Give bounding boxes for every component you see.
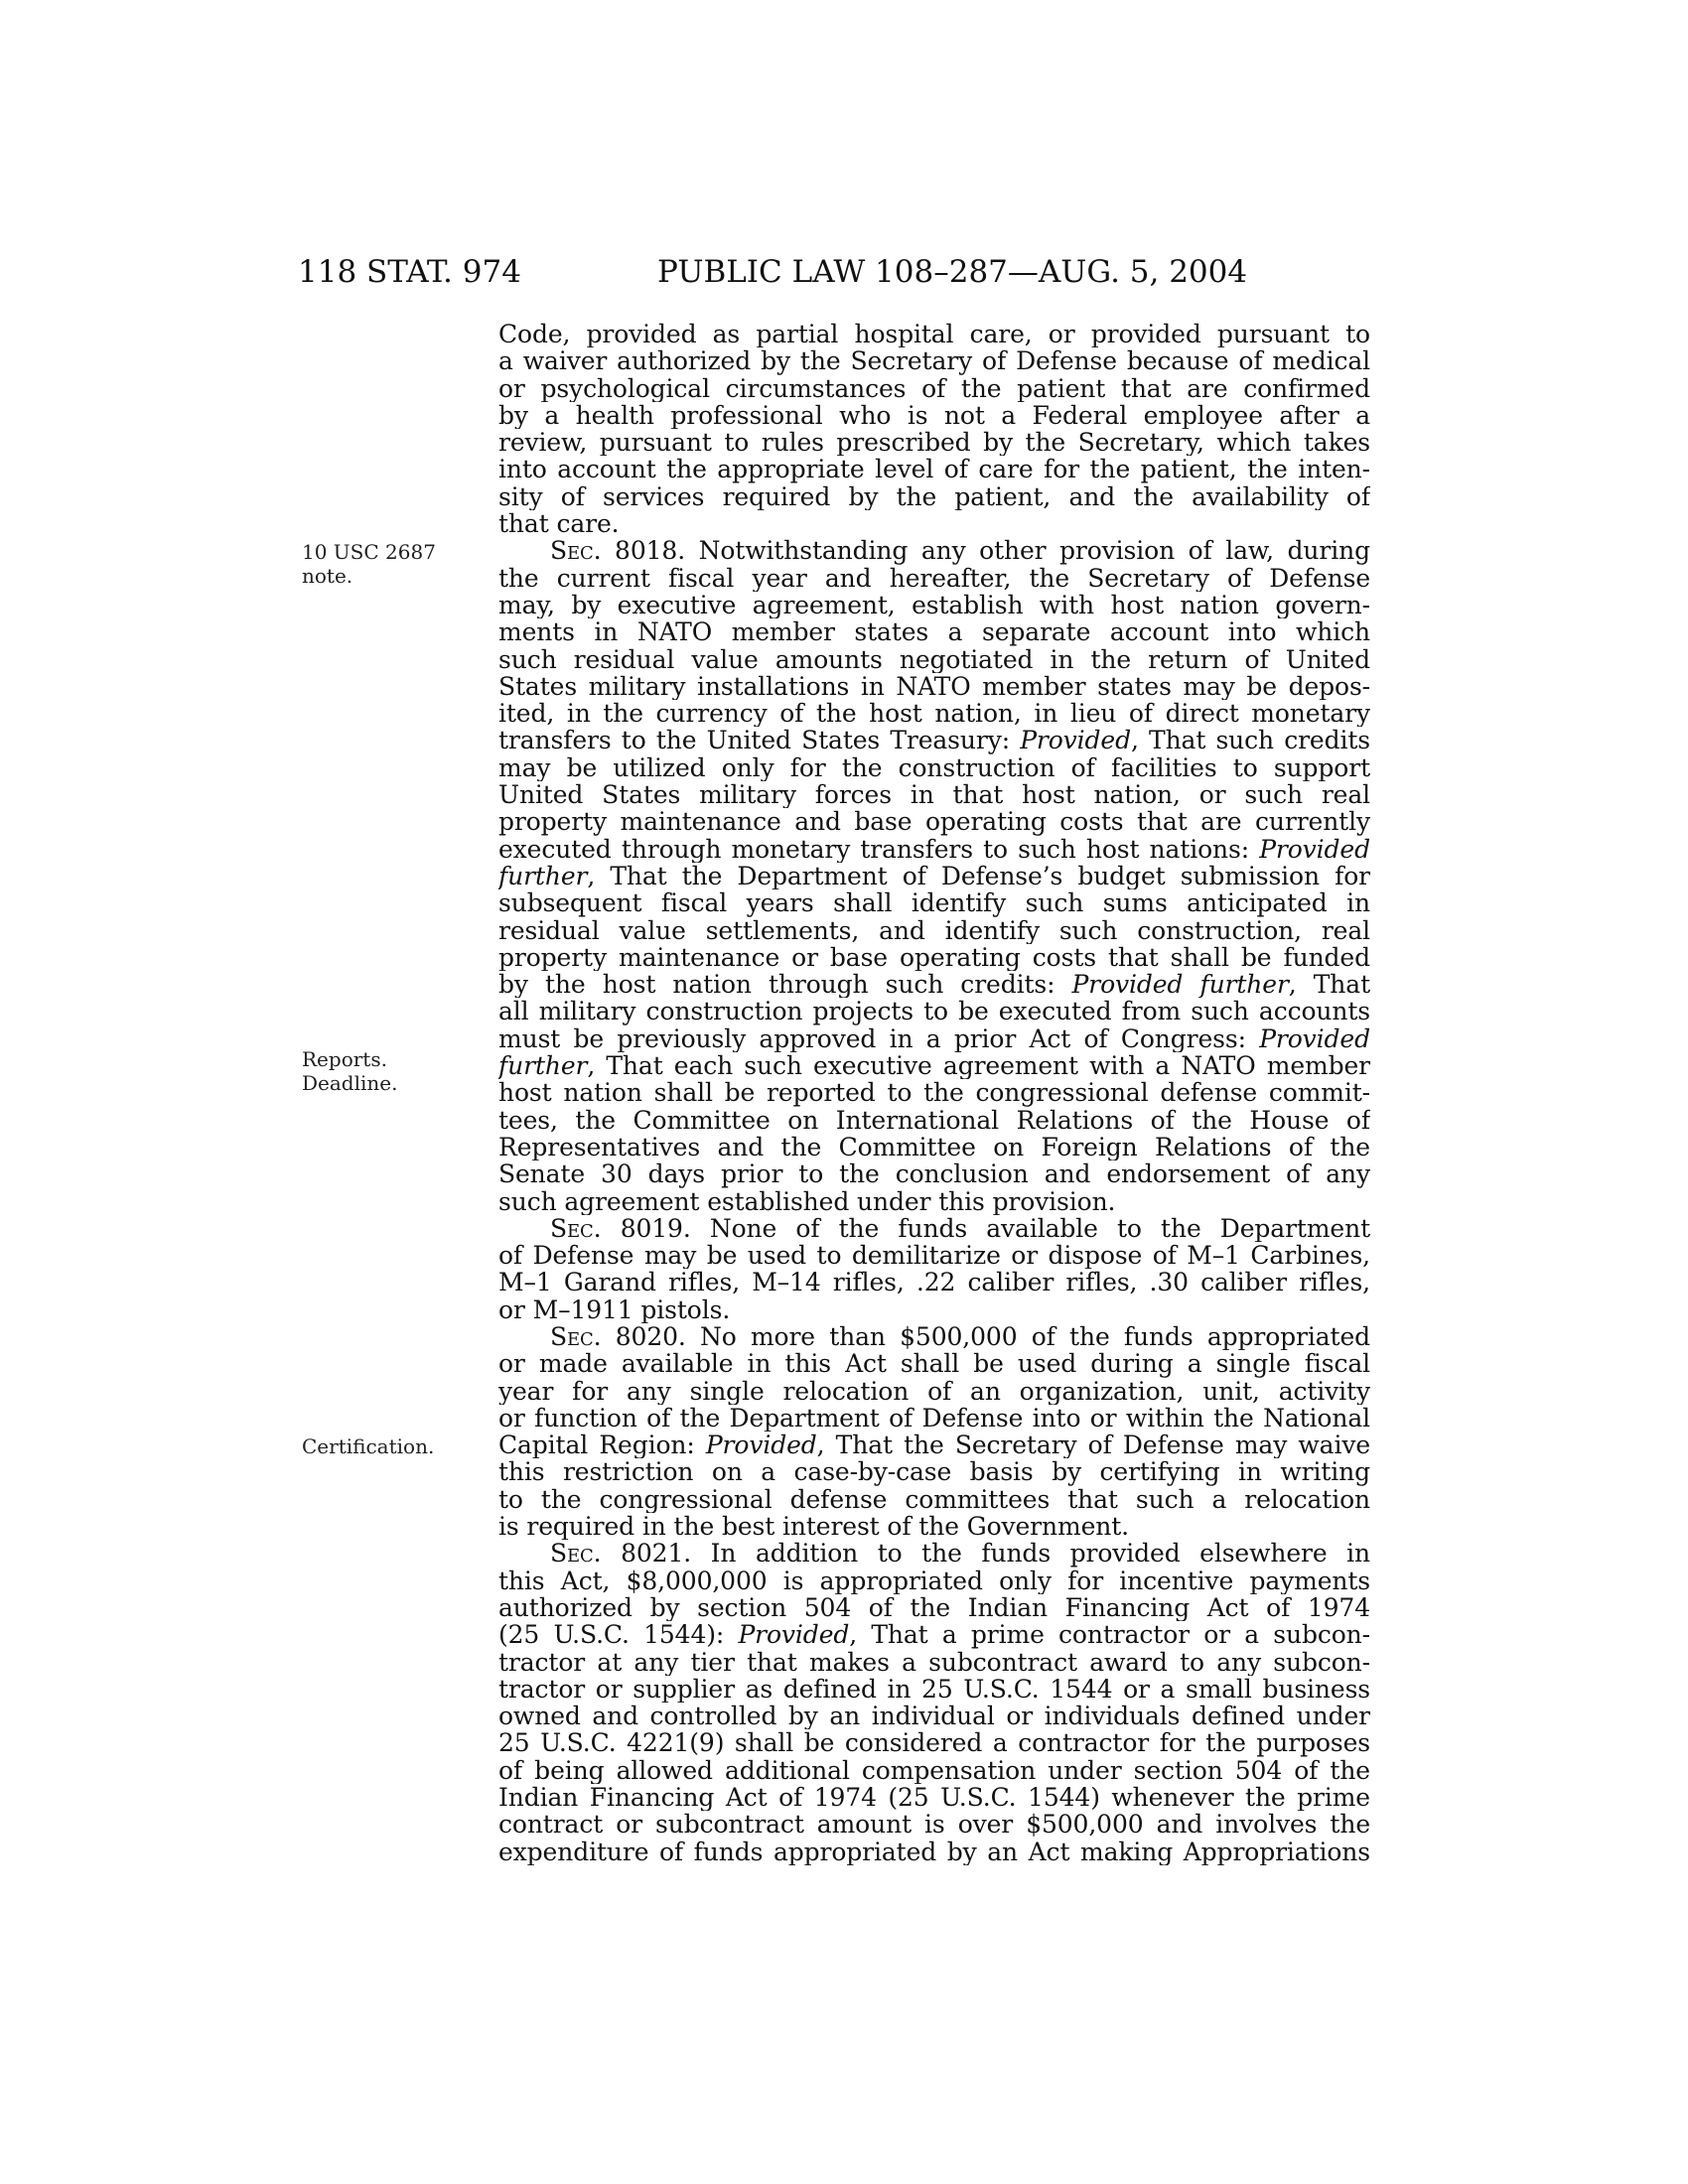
text-line: to the congressional defense committees that such a relocation [498, 1485, 1370, 1514]
text-line: is required in the best interest of the Government. [498, 1513, 1129, 1541]
section-heading-line [498, 1323, 1370, 1350]
text-line: residual value settlements, and identify such construction, real [498, 916, 1370, 944]
text-line: review, pursuant to rules prescribed by the Secretary, which takes [498, 429, 1370, 457]
margin-note-certification: Certification. [302, 1434, 435, 1458]
margin-note-citation [302, 540, 461, 588]
mixed-style-line [498, 1025, 1370, 1052]
text-line: United States military forces in that host nation, or such real [498, 781, 1370, 809]
text-line: by a health professional who is not a Federal employee after a [498, 401, 1370, 430]
margin-note-citation-line: note. [302, 564, 353, 588]
text-line: host nation shall be reported to the congressional defense commit- [498, 1079, 1370, 1107]
page-number: 118 STAT. 974 [298, 254, 521, 290]
text-line: States military installations in NATO member states may be depos- [498, 672, 1370, 701]
margin-note-reports-line: Deadline. [302, 1071, 398, 1095]
section-text: No more than $500,000 of the funds appropriated [685, 1322, 1370, 1351]
text-line: a waiver authorized by the Secretary of Defense because of medical [498, 347, 1370, 375]
margin-note-reports [302, 1047, 461, 1095]
italic-term: Provided [738, 1621, 850, 1649]
text-line: may, by executive agreement, establish with host nation govern- [498, 591, 1370, 619]
line-text: by the host nation through such credits: [498, 971, 1072, 999]
mixed-style-line [498, 1052, 1370, 1079]
mixed-style-line [498, 1432, 1370, 1458]
text-line: this restriction on a case-by-case basis by certifying in writing [498, 1458, 1370, 1486]
line-text: (25 U.S.C. 1544): [498, 1621, 739, 1649]
italic-term: Provided [1259, 835, 1370, 863]
text-line: authorized by section 504 of the Indian Financing Act of 1974 [498, 1593, 1370, 1622]
line-text: must be previously approved in a prior Act of Congress: [498, 1024, 1260, 1053]
margin-note-citation-line: 10 USC 2687 [302, 540, 436, 564]
italic-term: further [498, 1052, 588, 1080]
line-text: , That a prime contractor or a subcon- [849, 1621, 1370, 1649]
text-line: contract or subcontract amount is over $500,000 and involves the [498, 1811, 1370, 1839]
italic-term: Provided [1259, 1024, 1370, 1053]
line-text: , That each such executive agreement with a NATO member [587, 1052, 1370, 1080]
text-line: of being allowed additional compensation under section 504 of the [498, 1756, 1370, 1785]
running-head: PUBLIC LAW 108–287—AUG. 5, 2004 [657, 254, 1248, 290]
line-text: transfers to the United States Treasury: [498, 727, 1021, 754]
line-text: executed through monetary transfers to such host nations: [498, 835, 1260, 863]
statute-text [498, 321, 1370, 1865]
section-label: Sec. [550, 1540, 602, 1568]
section-heading-line [498, 1540, 1370, 1567]
italic-term: further [498, 862, 588, 890]
section-heading-line [498, 1215, 1370, 1242]
text-line: subsequent fiscal years shall identify such sums anticipated in [498, 889, 1370, 917]
italic-term: Provided further [1071, 971, 1289, 999]
section-number: 8021. [601, 1540, 692, 1568]
section-label: Sec. [550, 1214, 602, 1243]
mixed-style-line [498, 1621, 1370, 1648]
text-line: sity of services required by the patient, and the availability of [498, 482, 1370, 511]
section-text: Notwithstanding any other provision of law, during [685, 537, 1370, 565]
text-line: owned and controlled by an individual or individuals defined under [498, 1703, 1370, 1730]
line-text: , That such credits [1131, 727, 1370, 754]
text-line: expenditure of funds appropriated by an Act making Appropriations [498, 1838, 1370, 1865]
mixed-style-line [498, 836, 1370, 863]
section-label: Sec. [550, 1322, 602, 1351]
line-text: Capital Region: [498, 1432, 706, 1459]
section-heading-line [498, 537, 1370, 564]
text-line: ments in NATO member states a separate account into which [498, 618, 1370, 646]
mixed-style-line [498, 727, 1370, 753]
text-line: Senate 30 days prior to the conclusion and endorsement of any [498, 1160, 1370, 1188]
text-line: or function of the Department of Defense into or within the National [498, 1404, 1370, 1433]
text-line: property maintenance and base operating costs that are currently [498, 808, 1370, 836]
text-line: or M–1911 pistols. [498, 1296, 731, 1323]
text-line: of Defense may be used to demilitarize or dispose of M–1 Carbines, [498, 1242, 1370, 1270]
text-line: may be utilized only for the construction of facilities to support [498, 753, 1370, 782]
text-line: or psychological circumstances of the patient that are confirmed [498, 374, 1370, 402]
page-header [0, 250, 1688, 294]
line-text: , That the Secretary of Defense may waive [816, 1432, 1370, 1459]
text-line: that care. [498, 510, 620, 538]
text-line: the current fiscal year and hereafter, the Secretary of Defense [498, 564, 1370, 592]
text-line: tractor at any tier that makes a subcontract award to any subcon- [498, 1648, 1370, 1676]
text-line: or made available in this Act shall be used during a single fiscal [498, 1350, 1370, 1378]
text-line: year for any single relocation of an organization, unit, activity [498, 1377, 1370, 1405]
text-line: this Act, $8,000,000 is appropriated only for incentive payments [498, 1567, 1370, 1594]
section-number: 8018. [601, 537, 686, 565]
italic-term: Provided [705, 1432, 817, 1459]
text-line: all military construction projects to be executed from such accounts [498, 998, 1370, 1025]
margin-note-reports-line: Reports. [302, 1047, 387, 1071]
section-text: None of the funds available to the Department [690, 1214, 1370, 1243]
text-line: into account the appropriate level of care for the patient, the inten- [498, 456, 1370, 483]
line-text: , That [1288, 971, 1370, 999]
text-line: Code, provided as partial hospital care, or provided pursuant to [498, 321, 1370, 348]
text-line: such residual value amounts negotiated in the return of United [498, 645, 1370, 673]
section-text: In addition to the funds provided elsewhere in [691, 1540, 1370, 1568]
text-line: ited, in the currency of the host nation, in lieu of direct monetary [498, 700, 1370, 728]
text-line: 25 U.S.C. 4221(9) shall be considered a contractor for the purposes [498, 1729, 1370, 1757]
text-line: such agreement established under this provision. [498, 1187, 1116, 1215]
mixed-style-line [498, 971, 1370, 998]
section-label: Sec. [550, 537, 602, 565]
line-text: , That the Department of Defense’s budget submission for [587, 862, 1370, 890]
text-line: Indian Financing Act of 1974 (25 U.S.C. 1544) whenever the prime [498, 1784, 1370, 1812]
text-line: Representatives and the Committee on Foreign Relations of the [498, 1133, 1370, 1161]
text-line: tees, the Committee on International Relations of the House of [498, 1106, 1370, 1134]
mixed-style-line [498, 863, 1370, 889]
text-line: tractor or supplier as defined in 25 U.S.C. 1544 or a small business [498, 1675, 1370, 1704]
text-line: M–1 Garand rifles, M–14 rifles, .22 caliber rifles, .30 caliber rifles, [498, 1269, 1370, 1297]
section-number: 8020. [601, 1322, 686, 1351]
section-number: 8019. [601, 1214, 691, 1243]
italic-term: Provided [1020, 727, 1131, 754]
text-line: property maintenance or base operating costs that shall be funded [498, 943, 1370, 972]
